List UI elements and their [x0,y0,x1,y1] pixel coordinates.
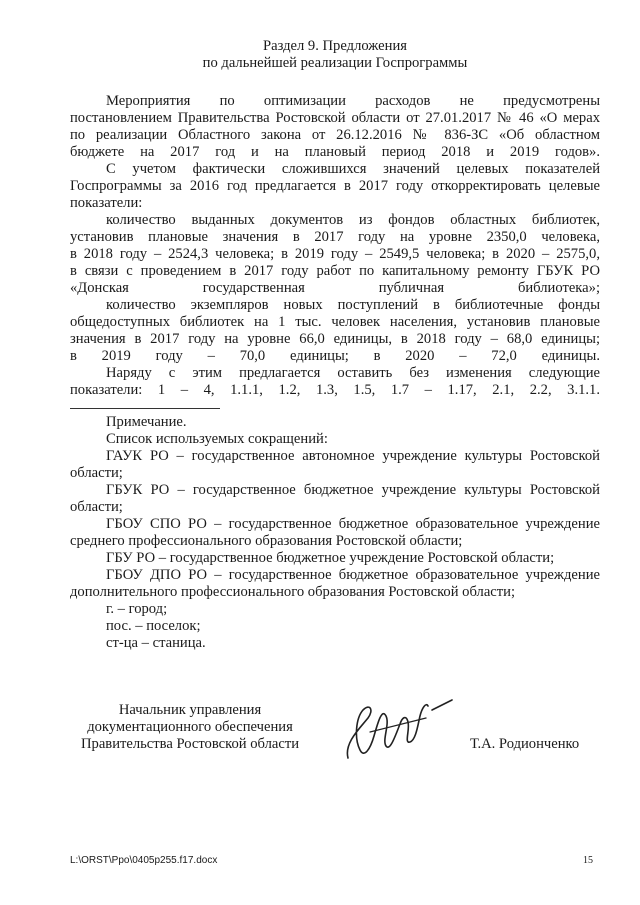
abbreviation-item-line: ст-ца – станица. [106,635,206,651]
paragraph-2-line: С учетом фактически сложившихся значений целевых показателей [106,161,600,177]
paragraph-1-line: постановлением Правительства Ростовской области от 27.01.2017 № 46 «О мерах [70,110,600,126]
paragraph-4-line: в 2019 году – 70,0 единицы; в 2020 – 72,0 единицы. [70,348,600,364]
paragraph-2-line: показатели: [70,195,143,211]
abbreviations-list [70,448,600,652]
paragraph-5 [70,365,600,399]
paragraph-5-line: показатели: 1 – 4, 1.1.1, 1.2, 1.3, 1.5, 1.7 – 1.17, 2.1, 2.2, 3.1.1. [70,382,600,398]
paragraph-3-line: установив плановые значения в 2017 году на уровне 2350,0 человека, [70,229,600,245]
abbreviations-heading: Список используемых сокращений: [106,431,328,447]
section-title [70,38,600,72]
paragraph-4-line: значения в 2017 году на уровне 66,0 единицы, в 2018 году – 68,0 единицы; [70,331,600,347]
signatory-position [70,702,310,753]
abbreviation-item-line: пос. – поселок; [106,618,201,634]
paragraph-2-line: Госпрограммы за 2016 год предлагается в 2017 году откорректировать целевые [70,178,600,194]
paragraph-4-line: общедоступных библиотек на 1 тыс. человек населения, установив плановые [70,314,600,330]
handwritten-signature [330,688,460,768]
paragraph-3-line: в 2018 году – 2524,3 человека; в 2019 году – 2549,5 человека; в 2020 – 2575,0, [70,246,600,262]
position-line-2: документационного обеспечения [87,719,293,735]
abbreviation-item-line: ГБОУ СПО РО – государственное бюджетное образовательное учреждение [106,516,600,532]
paragraph-1-line: Мероприятия по оптимизации расходов не предусмотрены [106,93,600,109]
paragraph-1-line: по реализации Областного закона от 26.12.2016 № 836-ЗС «Об областном [70,127,600,143]
abbreviation-item-line: среднего профессионального образования Ростовской области; [70,533,463,549]
abbreviation-item-line: области; [70,465,123,481]
footnote-divider [70,408,220,409]
signatory-name: Т.А. Родионченко [470,736,580,752]
paragraph-3-line: количество выданных документов из фондов областных библиотек, [106,212,600,228]
notes-heading: Примечание. [106,414,187,430]
abbreviation-item-line: ГБУК РО – государственное бюджетное учреждение культуры Ростовской [106,482,600,498]
section-title-line-1: Раздел 9. Предложения [263,38,407,54]
position-line-3: Правительства Ростовской области [80,736,300,752]
paragraph-5-line: Наряду с этим предлагается оставить без изменения следующие [106,365,600,381]
paragraph-3-line: в связи с проведением в 2017 году работ по капитальному ремонту ГБУК РО [70,263,600,279]
notes-section [70,414,600,652]
abbreviation-item-line: ГАУК РО – государственное автономное учреждение культуры Ростовской [106,448,600,464]
paragraph-3 [70,212,600,297]
paragraph-1-line: бюджете на 2017 год и на плановый период 2018 и 2019 годов». [70,144,600,160]
paragraph-1 [70,93,600,161]
position-line-1: Начальник управления [118,702,262,718]
paragraph-4 [70,297,600,365]
paragraph-2 [70,161,600,212]
footer-page-number: 15 [583,855,593,866]
abbreviation-item-line: ГБУ РО – государственное бюджетное учреждение Ростовской области; [106,550,555,566]
abbreviation-item-line: дополнительного профессионального образования Ростовской области; [70,584,516,600]
footer-file-path: L:\ORST\Ppo\0405p255.f17.docx [70,855,218,866]
paragraph-4-line: количество экземпляров новых поступлений в библиотечные фонды [106,297,600,313]
abbreviation-item-line: области; [70,499,123,515]
paragraph-3-line: «Донская государственная публичная библиотека»; [70,280,600,296]
abbreviation-item-line: г. – город; [106,601,168,617]
section-title-line-2: по дальнейшей реализации Госпрограммы [202,55,468,71]
abbreviation-item-line: ГБОУ ДПО РО – государственное бюджетное образовательное учреждение [106,567,600,583]
